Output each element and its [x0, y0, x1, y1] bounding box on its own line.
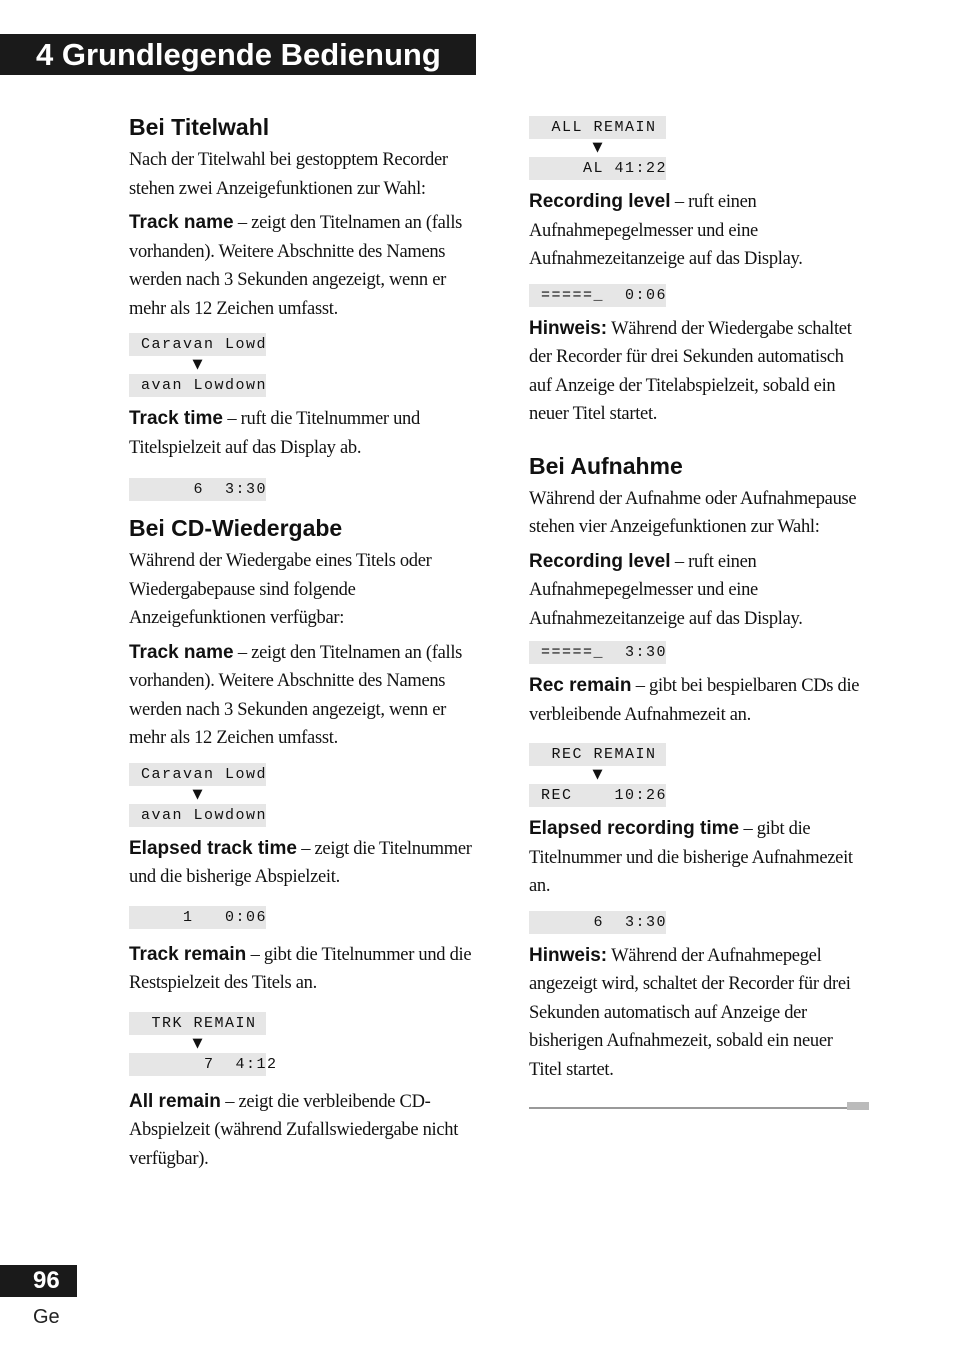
lcd-display: 1 0:06 — [129, 906, 266, 929]
lcd-display: TRK REMAIN — [129, 1012, 266, 1035]
paragraph: Track remain – gibt die Titelnummer und die Restspielzeit des Titels an. — [129, 943, 472, 993]
term-label: Track time — [129, 408, 223, 429]
chapter-title: 4 Grundlegende Bedienung — [0, 34, 476, 75]
lcd-display-group — [529, 284, 869, 307]
term-label: Recording level — [529, 191, 671, 212]
section-heading-titelwahl: Bei Titelwahl — [129, 114, 270, 140]
term-label: Elapsed recording time — [529, 818, 740, 839]
lcd-display: avan Lowdown — [129, 804, 266, 827]
paragraph: Rec remain – gibt bei bespielbaren CDs die verbleibende Aufnahmezeit an. — [529, 675, 860, 725]
lcd-display: =====_ 3:30 — [529, 641, 666, 664]
section-end-rule — [529, 1102, 869, 1110]
page-language: Ge — [33, 1306, 60, 1328]
lcd-display: 7 4:12 — [129, 1053, 266, 1076]
lcd-display-group — [129, 1012, 474, 1076]
paragraph: Hinweis: Während der Aufnahmepegel angezeigt wird, schaltet der Recorder für drei Sekunden automatisch auf Anzeige der bisherigen Aufnahmezeit, sobald ein neuer Titel startet. — [529, 944, 851, 1080]
end-marker — [847, 1102, 869, 1110]
lcd-display: ALL REMAIN — [529, 116, 666, 139]
term-label: Hinweis: — [529, 944, 608, 966]
paragraph: All remain – zeigt die verbleibende CD-Abspielzeit (während Zufallswiedergabe nicht verfügbar). — [129, 1090, 459, 1169]
lcd-display: 6 3:30 — [529, 911, 666, 934]
paragraph: Während der Aufnahme oder Aufnahmepause stehen vier Anzeigefunktionen zur Wahl: — [529, 488, 857, 537]
paragraph: Elapsed recording time – gibt die Titelnummer und die bisherige Aufnahmezeit an. — [529, 818, 853, 896]
down-arrow-icon: ▼ — [592, 140, 603, 155]
lcd-display-group — [129, 478, 474, 501]
lcd-display-group — [529, 116, 869, 180]
lcd-display: Caravan Lowd — [129, 333, 266, 356]
down-arrow-icon: ▼ — [192, 786, 203, 802]
lcd-display: avan Lowdown — [129, 374, 266, 397]
divider — [529, 1107, 847, 1109]
down-arrow-icon: ▼ — [592, 767, 603, 782]
down-arrow-icon: ▼ — [192, 357, 203, 372]
right-column — [529, 116, 869, 1110]
lcd-display: Caravan Lowd — [129, 763, 266, 786]
section-heading-aufnahme: Bei Aufnahme — [529, 452, 683, 479]
paragraph: Recording level – ruft einen Aufnahmepegelmesser und eine Aufnahmezeitanzeige auf das Display. — [529, 191, 803, 269]
page-number: 96 — [0, 1265, 77, 1297]
paragraph: Track time – ruft die Titelnummer und Titelspielzeit auf das Display ab. — [129, 408, 420, 458]
paragraph: Während der Wiedergabe eines Titels oder Wiedergabepause sind folgende Anzeigefunktionen verfügbar: — [129, 551, 432, 628]
lcd-display-group — [529, 911, 869, 934]
lcd-display: AL 41:22 — [529, 157, 666, 180]
left-column — [129, 112, 474, 1179]
term-label: Elapsed track time — [129, 837, 297, 859]
down-arrow-icon: ▼ — [192, 1035, 203, 1051]
term-label: Rec remain — [529, 675, 632, 696]
term-label: Track name — [129, 641, 234, 663]
lcd-display-group — [529, 641, 869, 664]
term-label: Track name — [129, 212, 234, 233]
lcd-display-group — [529, 743, 869, 807]
term-label: All remain — [129, 1090, 221, 1112]
paragraph: Track name – zeigt den Titelnamen an (falls vorhanden). Weitere Abschnitte des Namens werden nach 3 Sekunden angezeigt, wenn er mehr als 12 Zeichen umfasst. — [129, 212, 463, 319]
lcd-display: REC 10:26 — [529, 784, 666, 807]
term-label: Recording level — [529, 550, 671, 572]
paragraph: Recording level – ruft einen Aufnahmepegelmesser und eine Aufnahmezeitanzeige auf das Display. — [529, 550, 803, 629]
lcd-display: REC REMAIN — [529, 743, 666, 766]
term-label: Hinweis: — [529, 317, 608, 339]
paragraph: Nach der Titelwahl bei gestopptem Recorder stehen zwei Anzeigefunktionen zur Wahl: — [129, 150, 448, 199]
lcd-display-group — [129, 906, 474, 929]
lcd-display: 6 3:30 — [129, 478, 266, 501]
lcd-display-group — [129, 763, 474, 827]
lcd-display: =====_ 0:06 — [529, 284, 666, 307]
paragraph: Elapsed track time – zeigt die Titelnummer und die bisherige Abspielzeit. — [129, 837, 472, 887]
lcd-display-group — [129, 333, 474, 397]
section-heading-cd-wiedergabe: Bei CD-Wiedergabe — [129, 515, 343, 541]
paragraph: Track name – zeigt den Titelnamen an (falls vorhanden). Weitere Abschnitte des Namens werden nach 3 Sekunden angezeigt, wenn er mehr als 12 Zeichen umfasst. — [129, 641, 463, 748]
term-label: Track remain — [129, 943, 247, 965]
paragraph: Hinweis: Während der Wiedergabe schaltet der Recorder für drei Sekunden automatisch auf Anzeige der Titelabspielzeit, sobald ein neuer Titel startet. — [529, 317, 852, 424]
